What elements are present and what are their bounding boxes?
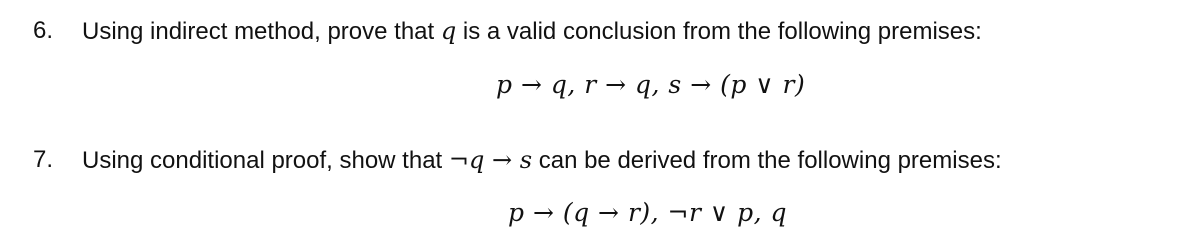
problem-6-text-before: Using indirect method, prove that — [82, 18, 441, 45]
problem-6-number: 6. — [33, 17, 54, 44]
problem-7-number: 7. — [33, 146, 54, 173]
problem-6-text-after: is a valid conclusion from the following premises: — [456, 18, 982, 45]
problem-7-text-after: can be derived from the following premises: — [532, 147, 1002, 174]
problem-6-variable: q — [440, 17, 457, 45]
problem-7-text-before: Using conditional proof, show that — [82, 147, 449, 174]
problem-7-premises: p → (q → r), ¬r ∨ p, q — [508, 198, 788, 227]
problem-6-premises: p → q, r → q, s → (p ∨ r) — [496, 70, 806, 99]
problem-7-expression: ¬q → s — [448, 146, 533, 174]
